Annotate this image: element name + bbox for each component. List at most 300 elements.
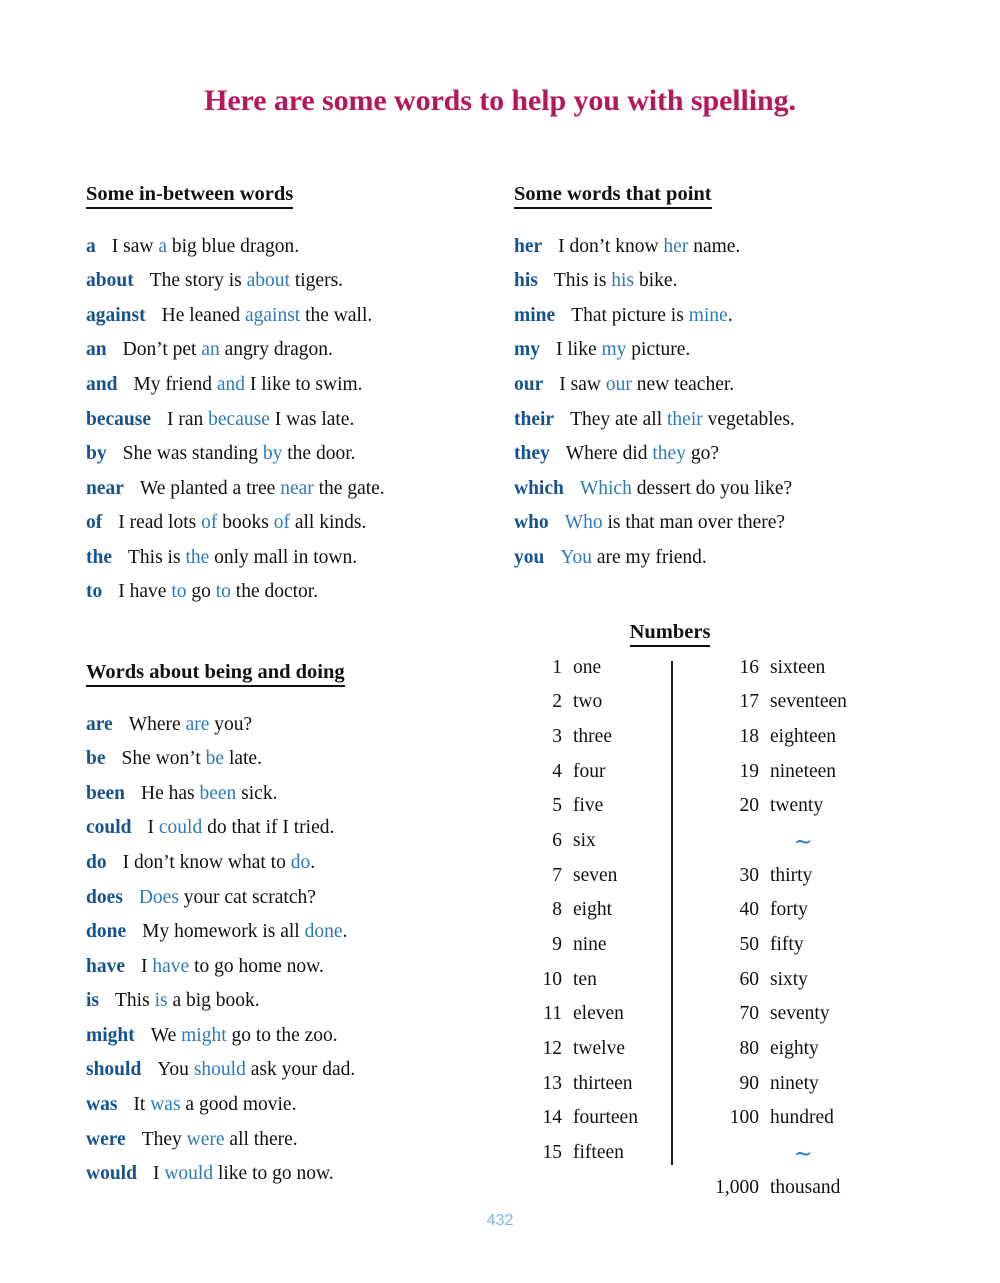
sentence-text-after: bike. (634, 270, 678, 292)
sentence-text-before: The story is (149, 270, 247, 292)
entry-sentence (141, 783, 277, 804)
number-word: thousand (770, 1176, 841, 1198)
sentence-text-after: . (727, 304, 733, 326)
number-row (685, 934, 915, 969)
entry-sentence (140, 478, 385, 499)
sentence-text-after: to go home now. (189, 955, 324, 977)
number-numeral: 4 (552, 760, 562, 782)
sentence-text-after: late. (224, 748, 262, 770)
sentence-text-after: your cat scratch? (178, 886, 316, 908)
number-row (685, 1107, 915, 1142)
sentence-text-after: tigers. (289, 270, 344, 292)
word-entry (86, 575, 506, 610)
number-word: ninety (770, 1072, 819, 1094)
highlighted-word: near (280, 477, 314, 499)
sentence-text-after: all kinds. (289, 512, 367, 534)
sentence-text-before: I don’t know what to (122, 851, 291, 873)
word-entry (86, 299, 506, 334)
number-row (508, 657, 663, 692)
sentence-text-after: the door. (282, 443, 356, 465)
highlighted-word: be (205, 748, 225, 770)
number-row (685, 969, 915, 1004)
number-word: sixty (770, 968, 808, 990)
section-heading-being-doing (86, 661, 516, 687)
number-row (508, 795, 663, 830)
highlighted-word: and (216, 373, 246, 395)
highlighted-word: do (290, 851, 311, 873)
highlighted-word: a (158, 235, 167, 257)
word-entry (86, 506, 506, 541)
word-list-in-between (86, 230, 506, 611)
number-row (685, 726, 915, 761)
number-row (685, 691, 915, 726)
number-numeral: 60 (739, 968, 759, 990)
sentence-text-before: They ate all (570, 408, 667, 430)
highlighted-word: done (304, 921, 343, 943)
sentence-text-before: You (157, 1059, 194, 1081)
sentence-text-before: I like (556, 339, 602, 361)
entry-headword: were (86, 1128, 126, 1150)
number-word: four (573, 760, 606, 782)
entry-headword: against (86, 304, 146, 326)
number-word: seventeen (770, 691, 847, 713)
word-entry (86, 333, 506, 368)
number-numeral: 1 (552, 656, 562, 678)
highlighted-word: was (150, 1094, 181, 1116)
highlighted-word: are (185, 713, 210, 735)
section-words-about-being-and-doing (86, 661, 516, 1192)
word-entry (86, 708, 516, 743)
word-entry (86, 915, 516, 950)
sentence-text-after: the wall. (300, 304, 373, 326)
sentence-text-after: dessert do you like? (631, 477, 793, 499)
entry-sentence (560, 547, 706, 568)
highlighted-word: of (273, 512, 290, 534)
sentence-text-before: This (115, 990, 155, 1012)
number-row (508, 899, 663, 934)
sentence-text-after: the doctor. (230, 581, 319, 603)
number-numeral: 50 (739, 934, 759, 956)
number-numeral: 9 (552, 934, 562, 956)
highlighted-word: the (185, 546, 210, 568)
number-word: sixteen (770, 656, 826, 678)
word-entry (86, 881, 516, 916)
sentence-text-before: I don’t know (558, 235, 664, 257)
sentence-text-after: sick. (236, 782, 278, 804)
number-row (685, 1073, 915, 1108)
entry-sentence (133, 1094, 296, 1115)
number-numeral: 5 (552, 795, 562, 817)
highlighted-word: to (171, 581, 187, 603)
word-entry (86, 368, 506, 403)
sentence-text-before: I have (118, 581, 172, 603)
entry-headword: done (86, 921, 127, 943)
entry-sentence (118, 581, 318, 602)
numbers-tilde-separator (685, 830, 915, 865)
number-numeral: 7 (552, 864, 562, 886)
word-entry (514, 299, 944, 334)
word-entry (86, 403, 506, 438)
entry-headword: her (514, 235, 543, 257)
highlighted-word: by (262, 443, 283, 465)
entry-headword: the (86, 546, 112, 568)
word-entry (514, 541, 944, 576)
number-numeral: 8 (552, 899, 562, 921)
entry-headword: do (86, 851, 107, 873)
entry-headword: are (86, 713, 113, 735)
section-some-words-that-point (514, 183, 944, 575)
number-row (508, 726, 663, 761)
number-word: fourteen (573, 1107, 638, 1129)
entry-headword: my (514, 339, 540, 361)
word-list-being-doing (86, 708, 516, 1192)
highlighted-word: should (193, 1059, 246, 1081)
sentence-text-before: My homework is all (142, 921, 305, 943)
entry-sentence (142, 921, 347, 942)
entry-sentence (148, 817, 335, 838)
word-entry (86, 1088, 516, 1123)
sentence-text-after: you? (209, 713, 253, 735)
number-row (508, 1038, 663, 1073)
word-entry (86, 742, 516, 777)
section-numbers (500, 621, 920, 1212)
highlighted-word: their (667, 408, 703, 430)
sentence-text-after: I was late. (269, 408, 355, 430)
highlighted-word: against (244, 304, 301, 326)
sentence-text-before: I saw (559, 373, 606, 395)
number-row (685, 899, 915, 934)
sentence-text-before: I (152, 1163, 165, 1185)
number-word: nine (573, 934, 607, 956)
number-word: eleven (573, 1003, 624, 1025)
section-some-in-between-words (86, 183, 506, 610)
number-numeral: 80 (739, 1038, 759, 1060)
entry-sentence (129, 714, 252, 735)
number-numeral: 19 (739, 760, 759, 782)
entry-sentence (565, 512, 785, 533)
entry-sentence (559, 374, 734, 395)
entry-headword: about (86, 270, 134, 292)
entry-headword: of (86, 512, 103, 534)
number-word: seven (573, 864, 618, 886)
number-row (508, 865, 663, 900)
sentence-text-middle: go (186, 581, 216, 603)
entry-sentence (122, 748, 262, 769)
sentence-text-before: I saw (111, 235, 159, 257)
entry-headword: because (86, 408, 151, 430)
entry-sentence (118, 512, 366, 533)
word-list-that-point (514, 230, 944, 576)
word-entry (86, 846, 516, 881)
number-row (685, 761, 915, 796)
number-numeral: 90 (739, 1072, 759, 1094)
tilde-icon: ∼ (793, 1141, 813, 1167)
word-entry (86, 811, 516, 846)
number-numeral: 11 (543, 1003, 562, 1025)
entry-sentence (556, 339, 690, 360)
sentence-text-after: a big book. (167, 990, 260, 1012)
sentence-text-before: He leaned (161, 304, 245, 326)
number-word: twelve (573, 1038, 625, 1060)
sentence-text-after: name. (688, 235, 741, 257)
number-word: ten (573, 968, 597, 990)
word-entry (86, 541, 506, 576)
spacer (86, 209, 506, 230)
highlighted-word: would (164, 1163, 214, 1185)
sentence-text-before: He has (141, 782, 200, 804)
sentence-text-before: It (133, 1094, 151, 1116)
spacer (514, 209, 944, 230)
number-row (685, 1038, 915, 1073)
entry-headword: is (86, 990, 100, 1012)
sentence-text-before: They (141, 1128, 187, 1150)
entry-headword: have (86, 955, 125, 977)
highlighted-word: our (605, 373, 632, 395)
word-entry (514, 368, 944, 403)
number-word: fifty (770, 934, 804, 956)
numbers-heading (500, 621, 840, 647)
number-numeral: 40 (739, 899, 759, 921)
tilde-icon: ∼ (793, 828, 813, 854)
number-word: one (573, 656, 602, 678)
entry-sentence (566, 443, 719, 464)
word-entry (86, 264, 506, 299)
entry-sentence (112, 236, 299, 257)
entry-headword: you (514, 546, 545, 568)
sentence-text-after: vegetables. (702, 408, 795, 430)
entry-headword: should (86, 1059, 142, 1081)
section-heading-that-point (514, 183, 944, 209)
sentence-text-before: We (150, 1024, 182, 1046)
sentence-text-before: She won’t (121, 748, 206, 770)
sentence-text-after: like to go now. (213, 1163, 334, 1185)
entry-sentence (153, 1163, 334, 1184)
entry-sentence (157, 1059, 355, 1080)
entry-headword: mine (514, 304, 556, 326)
sentence-text-before: Where did (565, 443, 653, 465)
highlighted-word: my (601, 339, 627, 361)
entry-sentence (128, 547, 357, 568)
number-row (685, 1177, 915, 1212)
entry-headword: which (514, 477, 564, 499)
numbers-column-left (508, 657, 663, 1212)
entry-headword: could (86, 817, 132, 839)
highlighted-word: Who (564, 512, 603, 534)
sentence-text-before: She was standing (122, 443, 263, 465)
word-entry (86, 1019, 516, 1054)
number-numeral: 100 (729, 1107, 759, 1129)
highlighted-word: might (181, 1024, 227, 1046)
sentence-text-after: a good movie. (180, 1094, 297, 1116)
sentence-text-after: go to the zoo. (226, 1024, 338, 1046)
sentence-text-after: big blue dragon. (166, 235, 300, 257)
number-word: two (573, 691, 603, 713)
number-word: three (573, 725, 612, 747)
entry-headword: his (514, 270, 538, 292)
number-row (508, 1073, 663, 1108)
entry-headword: and (86, 373, 118, 395)
page-number: 432 (486, 1212, 514, 1229)
number-numeral: 13 (542, 1072, 562, 1094)
numbers-column-divider (671, 661, 673, 1165)
number-row (508, 1142, 663, 1177)
sentence-text-after: . (342, 921, 348, 943)
number-word: thirteen (573, 1072, 633, 1094)
number-numeral: 30 (739, 864, 759, 886)
sentence-text-after: all there. (224, 1128, 298, 1150)
number-numeral: 12 (542, 1038, 562, 1060)
entry-headword: they (514, 443, 550, 465)
number-word: thirty (770, 864, 813, 886)
highlighted-word: could (158, 817, 203, 839)
number-row (508, 761, 663, 796)
number-word: hundred (770, 1107, 834, 1129)
highlighted-word: they (652, 443, 686, 465)
sentence-text-after: I like to swim. (245, 373, 363, 395)
sentence-text-middle: books (217, 512, 274, 534)
section-heading-label: Some in-between words (86, 183, 293, 209)
sentence-text-after: picture. (626, 339, 691, 361)
word-entry (514, 264, 944, 299)
entry-sentence (141, 956, 324, 977)
sentence-text-before: My friend (133, 373, 217, 395)
entry-headword: an (86, 339, 107, 361)
number-row (685, 795, 915, 830)
entry-sentence (554, 270, 678, 291)
number-numeral: 20 (739, 795, 759, 817)
highlighted-word: of (201, 512, 218, 534)
sentence-text-before: We planted a tree (139, 477, 281, 499)
entry-sentence (139, 887, 316, 908)
entry-headword: been (86, 782, 125, 804)
number-word: five (573, 795, 604, 817)
word-entry (86, 230, 506, 265)
word-entry (86, 950, 516, 985)
highlighted-word: Does (138, 886, 179, 908)
sentence-text-after: new teacher. (631, 373, 735, 395)
sentence-text-before: Don’t pet (122, 339, 202, 361)
sentence-text-before: Where (128, 713, 186, 735)
numbers-column-right (663, 657, 915, 1212)
entry-sentence (123, 852, 315, 873)
section-heading-in-between (86, 183, 506, 209)
word-entry (86, 777, 516, 812)
number-numeral: 17 (739, 691, 759, 713)
sentence-text-after: is that man over there? (602, 512, 786, 534)
number-word: six (573, 829, 596, 851)
number-numeral: 14 (542, 1107, 562, 1129)
entry-sentence (570, 409, 795, 430)
highlighted-word: an (201, 339, 220, 361)
number-row (508, 830, 663, 865)
number-numeral: 15 (542, 1142, 562, 1164)
number-numeral: 16 (739, 656, 759, 678)
entry-headword: their (514, 408, 555, 430)
highlighted-word: about (246, 270, 290, 292)
number-word: eighteen (770, 725, 837, 747)
highlighted-word: have (152, 955, 190, 977)
entry-headword: a (86, 235, 96, 257)
entry-sentence (123, 339, 333, 360)
highlighted-word: Which (579, 477, 632, 499)
entry-sentence (162, 305, 373, 326)
entry-headword: might (86, 1024, 135, 1046)
sentence-text-before: I (141, 955, 153, 977)
highlighted-word: to (215, 581, 231, 603)
word-entry (514, 506, 944, 541)
entry-sentence (115, 990, 260, 1011)
word-entry (86, 984, 516, 1019)
entry-sentence (558, 236, 740, 257)
entry-sentence (580, 478, 792, 499)
number-numeral: 3 (552, 725, 562, 747)
entry-sentence (150, 270, 343, 291)
number-row (685, 657, 915, 692)
word-entry (86, 1123, 516, 1158)
entry-headword: to (86, 581, 103, 603)
entry-sentence (571, 305, 732, 326)
sentence-text-before: I ran (167, 408, 209, 430)
word-entry (86, 1053, 516, 1088)
sentence-text-after: only mall in town. (209, 546, 358, 568)
word-entry (86, 437, 506, 472)
highlighted-word: You (560, 546, 592, 568)
sentence-text-after: do that if I tried. (202, 817, 335, 839)
entry-sentence (142, 1129, 298, 1150)
number-numeral: 6 (552, 829, 562, 851)
entry-sentence (133, 374, 362, 395)
entry-headword: by (86, 443, 107, 465)
entry-headword: be (86, 748, 106, 770)
number-numeral: 10 (542, 968, 562, 990)
highlighted-word: mine (688, 304, 728, 326)
number-row (508, 934, 663, 969)
sentence-text-before: This is (553, 270, 612, 292)
word-entry (514, 437, 944, 472)
sentence-text-after: the gate. (313, 477, 385, 499)
number-row (508, 691, 663, 726)
highlighted-word: his (611, 270, 635, 292)
sentence-text-before: This is (128, 546, 186, 568)
entry-headword: was (86, 1094, 118, 1116)
number-row (508, 1107, 663, 1142)
number-word: eighty (770, 1038, 819, 1060)
spacer (86, 687, 516, 708)
number-word: forty (770, 899, 808, 921)
number-row (685, 865, 915, 900)
entry-headword: who (514, 512, 549, 534)
entry-sentence (167, 409, 354, 430)
section-heading-label: Numbers (630, 621, 711, 647)
highlighted-word: were (186, 1128, 225, 1150)
number-word: fifteen (573, 1142, 624, 1164)
section-heading-label: Words about being and doing (86, 661, 345, 687)
entry-headword: our (514, 373, 544, 395)
sentence-text-after: ask your dad. (245, 1059, 356, 1081)
number-row (508, 1003, 663, 1038)
entry-headword: near (86, 477, 124, 499)
word-entry (514, 403, 944, 438)
number-numeral: 18 (739, 725, 759, 747)
number-numeral: 2 (552, 691, 562, 713)
word-entry (514, 333, 944, 368)
number-word: eight (573, 899, 612, 921)
number-word: seventy (770, 1003, 830, 1025)
word-entry (514, 472, 944, 507)
entry-headword: would (86, 1163, 137, 1185)
highlighted-word: her (663, 235, 689, 257)
word-entry (514, 230, 944, 265)
